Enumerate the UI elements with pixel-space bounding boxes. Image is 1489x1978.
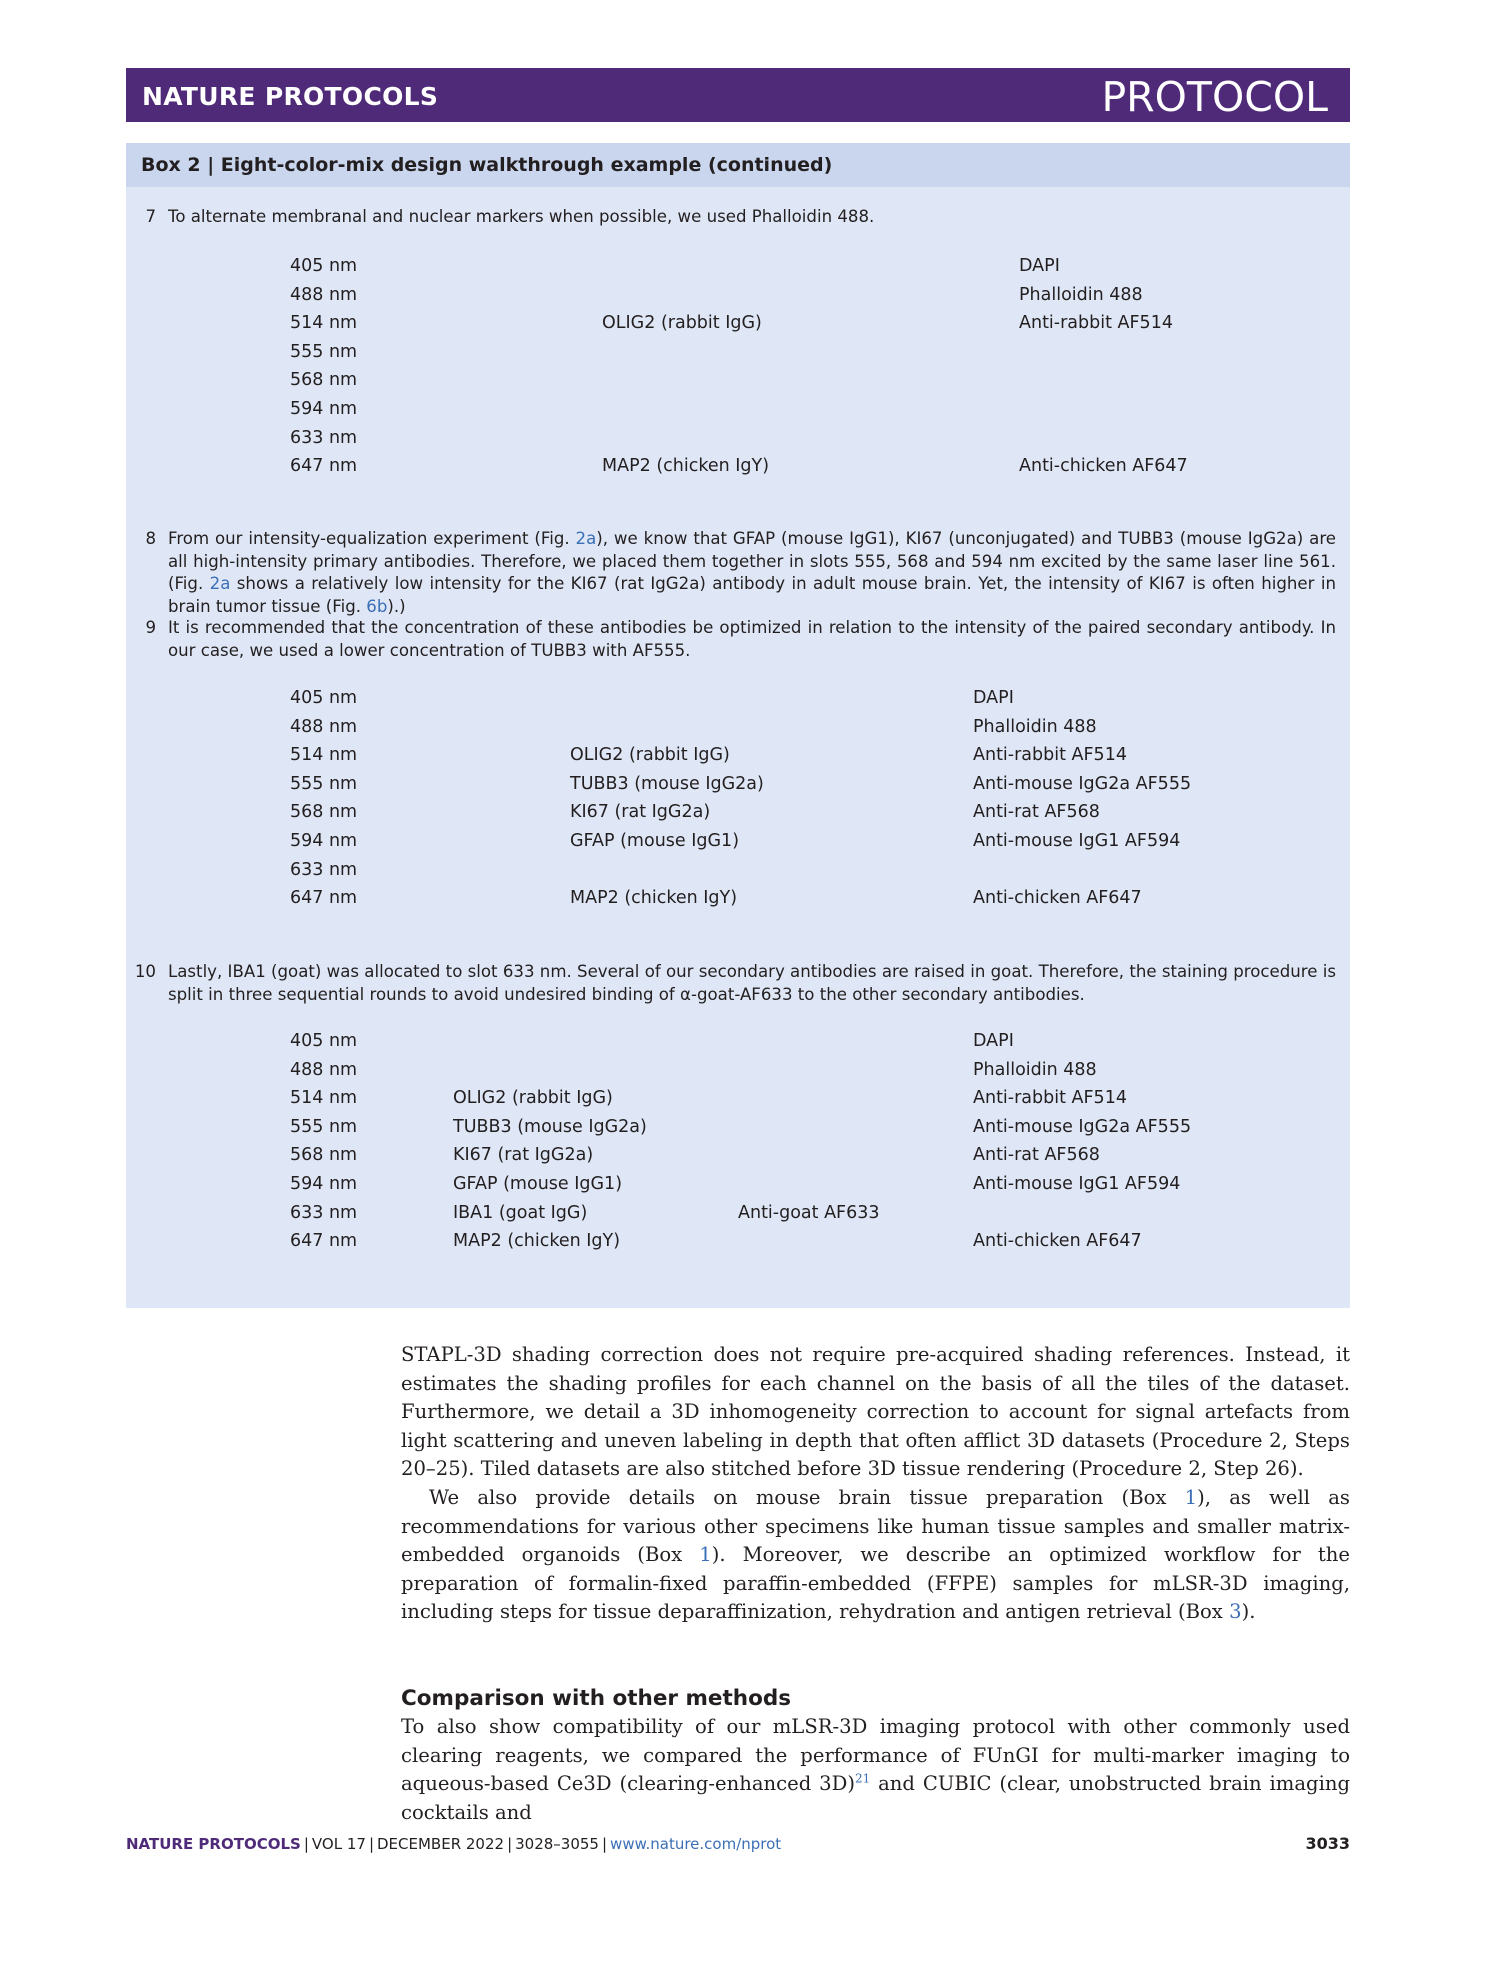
antibody-cell: Anti-goat AF633 (738, 1202, 880, 1223)
text-run: and CUBIC (clear, unobstructed brain imaging cocktails and (401, 1772, 1350, 1824)
wavelength-cell: 594 nm (290, 399, 358, 419)
antibody-cell: OLIG2 (rabbit IgG) (453, 1088, 613, 1109)
body-paragraph-2 (401, 1484, 1350, 1627)
wavelength-cell: 488 nm (290, 716, 358, 737)
secondary-antibody-cell: Anti-rabbit AF514 (1019, 313, 1173, 334)
text-run: To also show compatibility of our mLSR-3D imaging protocol with other commonly used clearing reagents, we compared the performance of FUnGI for multi-marker imaging to aqueous-based Ce3D (clearing-enhanced 3D) (401, 1715, 1350, 1796)
wavelength-cell: 405 nm (290, 256, 358, 276)
box-ref-link[interactable]: 3 (1229, 1600, 1242, 1624)
step-number: 9 (145, 618, 156, 637)
separator: | (303, 1835, 309, 1853)
box-title: Box 2 | Eight-color-mix design walkthrough example (continued) (141, 154, 833, 176)
wavelength-cell: 647 nm (290, 888, 358, 909)
figure-ref-link[interactable]: 6b (366, 596, 388, 616)
text-run: shows a relatively low intensity for the KI67 (rat IgG2a) antibody in adult mouse brain. Yet, the intensity of KI67 is often higher in brain tumor tissue (Fig. (168, 574, 1336, 616)
footer-pages: 3028–3055 (515, 1835, 599, 1853)
secondary-antibody-cell: DAPI (973, 1031, 1014, 1051)
secondary-antibody-cell: Phalloidin 488 (1019, 284, 1143, 305)
step-text: To alternate membranal and nuclear markers when possible, we used Phalloidin 488. (168, 207, 875, 226)
wavelength-cell: 555 nm (290, 773, 358, 794)
separator: | (601, 1835, 608, 1853)
secondary-antibody-cell: DAPI (973, 688, 1014, 708)
antibody-cell: KI67 (rat IgG2a) (453, 1145, 594, 1166)
footer-journal: NATURE PROTOCOLS (126, 1835, 301, 1853)
step-text (168, 528, 1336, 618)
separator: | (368, 1835, 374, 1853)
step-number: 7 (145, 207, 156, 226)
secondary-antibody-cell: Anti-mouse IgG2a AF555 (973, 1116, 1192, 1137)
footer-volume: VOL 17 (311, 1835, 366, 1853)
antibody-cell: OLIG2 (rabbit IgG) (570, 745, 730, 766)
secondary-antibody-cell: DAPI (1019, 256, 1060, 276)
antibody-cell: MAP2 (chicken IgY) (453, 1231, 621, 1252)
antibody-cell: OLIG2 (rabbit IgG) (602, 313, 762, 334)
wavelength-cell: 633 nm (290, 1202, 358, 1223)
secondary-antibody-cell: Anti-chicken AF647 (973, 1231, 1142, 1252)
secondary-antibody-cell: Anti-rabbit AF514 (973, 745, 1127, 766)
box-2 (126, 143, 1350, 1308)
wavelength-cell: 555 nm (290, 341, 358, 362)
antibody-cell: TUBB3 (mouse IgG2a) (570, 773, 764, 794)
secondary-antibody-cell: Anti-mouse IgG1 AF594 (973, 1174, 1181, 1194)
step-text: It is recommended that the concentration of these antibodies be optimized in relation to the intensity of the paired secondary antibody. In our case, we used a lower concentration of TUBB3 with AF555. (168, 618, 1336, 660)
wavelength-cell: 647 nm (290, 456, 358, 477)
section-heading: Comparison with other methods (401, 1686, 792, 1711)
wavelength-cell: 514 nm (290, 745, 358, 766)
wavelength-cell: 568 nm (290, 1145, 358, 1166)
wavelength-cell: 647 nm (290, 1231, 358, 1252)
article-type: PROTOCOL (1101, 73, 1328, 121)
secondary-antibody-cell: Anti-mouse IgG2a AF555 (973, 773, 1192, 794)
figure-ref-link[interactable]: 2a (209, 574, 231, 593)
secondary-antibody-cell: Anti-rat AF568 (973, 802, 1100, 823)
footer-url-link[interactable]: www.nature.com/nprot (610, 1835, 782, 1853)
text-run: ), as well as recommendations for various other specimens like human tissue samples and smaller matrix-embedded organoids (Box (401, 1486, 1350, 1567)
page-number: 3033 (1305, 1834, 1350, 1853)
box-ref-link[interactable]: 1 (1184, 1486, 1198, 1509)
secondary-antibody-cell: Anti-mouse IgG1 AF594 (973, 831, 1181, 851)
wavelength-cell: 633 nm (290, 859, 358, 880)
antibody-cell: IBA1 (goat IgG) (453, 1202, 588, 1223)
wavelength-cell: 568 nm (290, 802, 358, 823)
step-number: 8 (145, 529, 156, 548)
antibody-cell: GFAP (mouse IgG1) (453, 1174, 623, 1194)
wavelength-cell: 488 nm (290, 1059, 358, 1080)
wavelength-cell: 555 nm (290, 1116, 358, 1137)
antibody-cell: MAP2 (chicken IgY) (570, 888, 738, 909)
figure-ref-link[interactable]: 2a (575, 529, 597, 548)
text-run: ). (1241, 1600, 1256, 1624)
footer-citation (126, 1835, 781, 1853)
wavelength-cell: 405 nm (290, 1031, 358, 1051)
wavelength-cell: 594 nm (290, 831, 358, 851)
body-paragraph-3 (401, 1713, 1350, 1827)
secondary-antibody-cell: Anti-rabbit AF514 (973, 1088, 1127, 1109)
wavelength-cell: 514 nm (290, 1088, 358, 1109)
text-run: ).) (387, 596, 406, 616)
journal-name: NATURE PROTOCOLS (142, 82, 439, 111)
antibody-cell: KI67 (rat IgG2a) (570, 802, 711, 823)
separator: | (507, 1835, 513, 1853)
wavelength-cell: 568 nm (290, 370, 358, 391)
secondary-antibody-cell: Phalloidin 488 (973, 716, 1097, 737)
text-run: From our intensity-equalization experiment (Fig. (168, 529, 576, 548)
wavelength-cell: 405 nm (290, 688, 358, 708)
text-run: We also provide details on mouse brain tissue preparation (Box (429, 1486, 1185, 1509)
step-number: 10 (134, 962, 156, 981)
step-text: Lastly, IBA1 (goat) was allocated to slot 633 nm. Several of our secondary antibodies are raised in goat. Therefore, the staining procedure is split in three sequential rounds to avoid undesired binding of α-goat-AF633 to the other secondary antibodies. (168, 962, 1336, 1004)
wavelength-cell: 514 nm (290, 313, 358, 334)
wavelength-cell: 594 nm (290, 1174, 358, 1194)
secondary-antibody-cell: Phalloidin 488 (973, 1059, 1097, 1080)
secondary-antibody-cell: Anti-chicken AF647 (1019, 456, 1188, 477)
text-run: ), we know that GFAP (mouse IgG1), KI67 (unconjugated) and TUBB3 (mouse IgG2a) are all high-intensity primary antibodies. Therefore, we placed them together in slots 555, 568 and 594 nm excited by the same laser line 561. (Fig. (168, 529, 1336, 593)
journal-header (126, 68, 1350, 122)
footer-date: DECEMBER 2022 (377, 1835, 505, 1853)
box-title-bar (126, 143, 1350, 187)
wavelength-cell: 488 nm (290, 284, 358, 305)
body-paragraph-1: STAPL-3D shading correction does not require pre-acquired shading references. Instead, it estimates the shading profiles for each channel on the basis of all the tiles of the dataset. Furthermore, we detail a 3D inhomogeneity correction to account for signal artefacts from light scattering and uneven labeling in depth that often afflict 3D datasets (Procedure 2, Steps 20–25). Tiled datasets are also stitched before 3D tissue rendering (Procedure 2, Step 26). (401, 1343, 1350, 1481)
antibody-cell: MAP2 (chicken IgY) (602, 456, 770, 477)
secondary-antibody-cell: Anti-rat AF568 (973, 1145, 1100, 1166)
box-ref-link[interactable]: 1 (699, 1543, 712, 1567)
text-run: ). Moreover, we describe an optimized workflow for the preparation of formalin-fixed paraffin-embedded (FFPE) samples for mLSR-3D imaging, including steps for tissue deparaffinization, rehydration and antigen retrieval (Box (401, 1543, 1350, 1624)
wavelength-cell: 633 nm (290, 427, 358, 448)
secondary-antibody-cell: Anti-chicken AF647 (973, 888, 1142, 909)
citation-link[interactable]: 21 (854, 1771, 871, 1786)
antibody-cell: TUBB3 (mouse IgG2a) (453, 1116, 647, 1137)
antibody-cell: GFAP (mouse IgG1) (570, 831, 740, 851)
